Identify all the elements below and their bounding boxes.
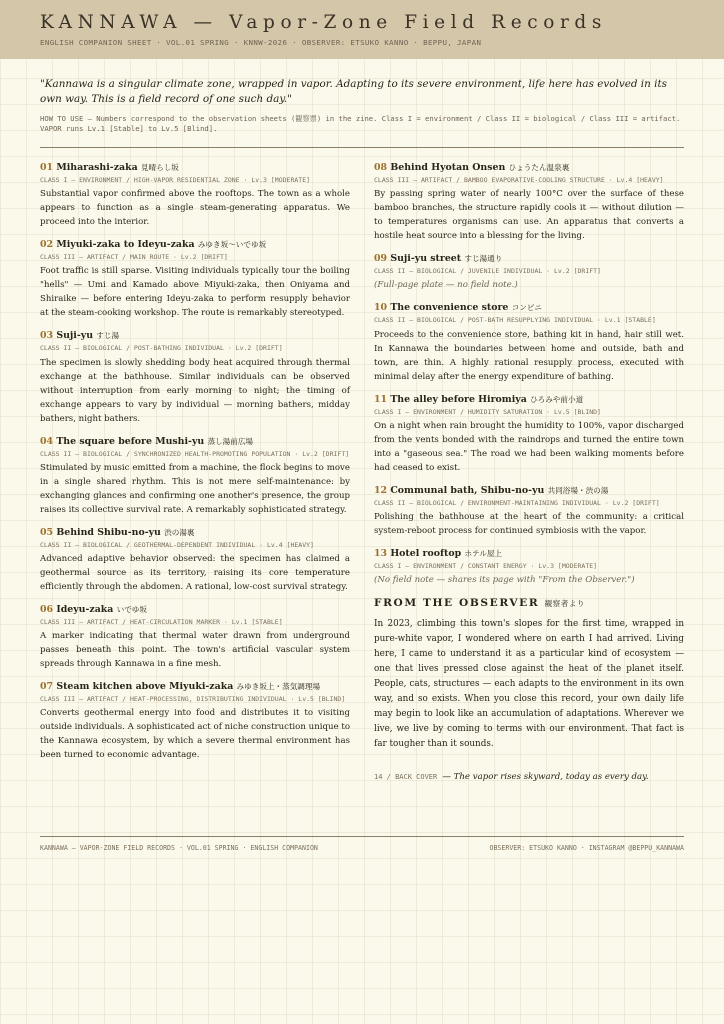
- entry-title: [374, 485, 684, 497]
- entry-note: (Full-page plate — no field note.): [374, 280, 518, 291]
- entry-number: 09: [374, 253, 388, 265]
- entry-title-text: Miharashi-zaka: [56, 162, 138, 173]
- field-entry: [374, 302, 684, 383]
- entry-title: [40, 436, 350, 448]
- entry-title: [40, 330, 350, 342]
- back-cover-label: 14 / BACK COVER: [374, 773, 438, 782]
- entry-note: (No field note — shares its page with "From the Observer."): [374, 575, 635, 586]
- entry-number: 05: [40, 526, 54, 538]
- back-cover-text: — The vapor rises skyward, today as every day.: [442, 772, 649, 783]
- entry-title: [374, 548, 684, 560]
- entry-title: [40, 527, 350, 539]
- back-cover-line: [374, 764, 684, 783]
- entry-title-jp: ひろみや前小道: [530, 394, 584, 404]
- entry-class-line: CLASS II — BIOLOGICAL / SYNCHRONIZED HEALTH-PROMOTING POPULATION · Lv.2 [DRIFT]: [40, 449, 350, 458]
- entry-title-text: The convenience store: [390, 302, 509, 314]
- entry-title-text: Communal bath, Shibu-no-yu: [390, 484, 545, 496]
- entry-title-text: Behind Hyotan Onsen: [390, 162, 506, 173]
- entry-title-jp: ホテル屋上: [464, 549, 503, 559]
- entry-title: [374, 394, 684, 406]
- entry-class-line: CLASS III — ARTIFACT / HEAT-CIRCULATION MARKER · Lv.1 [STABLE]: [40, 618, 283, 627]
- entry-title-text: Ideyu-zaka: [56, 604, 114, 616]
- entry-title-text: Behind Shibu-no-yu: [56, 526, 161, 538]
- entry-body: Stimulated by music emitted from a machine, the flock begins to move in a single shared rhythm. This is not mere self-maintenance: by exchanging glances and confirming one another's presence, the group raises its collective survival rate. A remarkably sophisticated strategy.: [40, 462, 350, 515]
- entry-title: [374, 162, 684, 174]
- entry-title-jp: 共同浴場・渋の湯: [547, 485, 609, 495]
- entry-number: 01: [40, 162, 54, 173]
- field-entry: [40, 436, 350, 517]
- entry-title-jp: 見晴らし坂: [140, 163, 179, 172]
- entry-title-text: Steam kitchen above Miyuki-zaka: [56, 681, 234, 693]
- entry-body: Proceeds to the convenience store, bathing kit in hand, hair still wet. In Kannawa the boundaries between home and outside, bath and town, are thin. A highly rational resupply process, executed with minimal delay after the energy expenditure of bathing.: [374, 329, 684, 382]
- entry-title-text: Suji-yu: [56, 330, 94, 342]
- observer-text: In 2023, climbing this town's slopes for the first time, wrapped in pure-white vapor, I wondered where on earth I had arrived. Living here, I came to understand it as a particular kind of ecosystem — one that lives pressed close against the heat of the planet itself. People, cats, structures — each adapts to the environment in its own way, and so exists. When you close this record, your own daily life may begin to look like an accumulation of adaptations. Wherever we live, we live by coming to terms with our environment. That fact is far tougher than it sounds.: [374, 619, 684, 750]
- entry-title-jp: いでゆ坂: [116, 605, 147, 615]
- entry-body: Converts geothermal energy into food and distributes it to visiting outside individuals. A sophisticated act of niche construction unique to the Kannawa ecosystem, by which a severe thermal environment has been turned to economic advantage.: [40, 708, 350, 761]
- entries-left-column: [40, 162, 350, 772]
- entry-number: 13: [374, 548, 388, 560]
- field-entry: [374, 485, 684, 538]
- entry-title: [40, 162, 350, 174]
- entry-class-line: CLASS I — ENVIRONMENT / HUMIDITY SATURATION · Lv.5 [BLIND]: [374, 407, 601, 416]
- field-entry: [374, 548, 684, 587]
- entry-number: 06: [40, 604, 54, 616]
- entry-body: Polishing the bathhouse at the heart of the community: a critical system-reboot process for continued symbiosis with the vapor.: [374, 512, 684, 537]
- field-entry: [40, 239, 350, 320]
- entry-class-line: CLASS III — ARTIFACT / HEAT-PROCESSING, DISTRIBUTING INDIVIDUAL · Lv.5 [BLIND]: [40, 695, 346, 704]
- observer-heading: [374, 597, 684, 609]
- divider-bottom: [40, 836, 684, 837]
- entry-class-line: CLASS II — BIOLOGICAL / GEOTHERMAL-DEPENDENT INDIVIDUAL · Lv.4 [HEAVY]: [40, 540, 314, 549]
- entry-title-jp: みゆき坂上・蒸気調理場: [236, 682, 321, 692]
- entry-body: Substantial vapor confirmed above the rooftops. The town as a whole appears to function as a single steam-generating apparatus. We proceed into the interior.: [40, 189, 350, 228]
- entry-title-jp: みゆき坂〜いでゆ坂: [197, 240, 267, 250]
- entry-number: 12: [374, 484, 388, 496]
- entry-class-line: CLASS II — BIOLOGICAL / ENVIRONMENT-MAINTAINING INDIVIDUAL · Lv.2 [DRIFT]: [374, 498, 660, 507]
- entry-title-jp: 蒸し湯前広場: [207, 436, 254, 446]
- entry-title-text: Miyuki-zaka to Ideyu-zaka: [56, 239, 195, 251]
- field-entry: [374, 394, 684, 475]
- how-to-use-note: HOW TO USE — Numbers correspond to the observation sheets (観察票) in the zine. Class I = environment / Class II = biological / Class III = artifact. VAPOR runs Lv.1 [Stable] to Lv.5 [Blind].: [40, 114, 681, 133]
- field-entry: [40, 330, 350, 425]
- entries-right-column: [374, 162, 684, 783]
- field-entry: [374, 253, 684, 292]
- entry-number: 02: [40, 239, 54, 251]
- entry-number: 11: [374, 393, 388, 405]
- entry-body: On a night when rain brought the humidity to 100%, vapor discharged from the vents bonded with the raindrops and turned the entire town into a "gaseous sea." The road we had been walking moments before had ceased to exist.: [374, 420, 684, 473]
- entry-title-jp: すじ湯: [96, 331, 120, 341]
- page-title: KANNAWA — Vapor-Zone Field Records: [40, 12, 607, 33]
- entry-body: By passing spring water of nearly 100°C over the surface of these bamboo branches, the structure rapidly cools it — without dilution — to temperatures organisms can use. An apparatus that converts a hostile heat source into a blessing for the living.: [374, 189, 684, 242]
- footer-left: KANNAWA — VAPOR-ZONE FIELD RECORDS · VOL.01 SPRING · ENGLISH COMPANION: [40, 844, 318, 852]
- entry-body: Advanced adaptive behavior observed: the specimen has claimed a geothermal source as its territory, raising its core temperature efficiently through the abdomen. A rational, low-cost survival strategy.: [40, 554, 350, 593]
- intro-quote: "Kannawa is a singular climate zone, wrapped in vapor. Adapting to its severe environment, life here has evolved in its own way. This is a field record of one such day.": [40, 78, 667, 105]
- page-subtitle: ENGLISH COMPANION SHEET · VOL.01 SPRING · KNNW-2026 · OBSERVER: ETSUKO KANNO · BEPPU, JAPAN: [40, 38, 482, 47]
- divider-top: [40, 147, 684, 148]
- entry-title-text: The square before Mushi-yu: [56, 435, 205, 447]
- entry-title-text: Suji-yu street: [390, 253, 462, 265]
- entry-title-text: Hotel rooftop: [390, 548, 462, 560]
- entry-number: 03: [40, 330, 54, 342]
- entry-title-text: The alley before Hiromiya: [390, 393, 527, 405]
- entry-title-jp: すじ湯通り: [464, 254, 503, 264]
- observer-section: [374, 597, 684, 783]
- entry-class-line: CLASS I — ENVIRONMENT / HIGH-VAPOR RESIDENTIAL ZONE · Lv.3 [MODERATE]: [40, 176, 311, 184]
- entry-body: The specimen is slowly shedding body heat acquired through thermal exchange at the bathhouse. Similar individuals can be observed without interruption from early morning to night; the timing of exchange appears to vary by individual — morning bathers, midday bathers, night bathers.: [40, 357, 350, 424]
- entry-class-line: CLASS III — ARTIFACT / BAMBOO EVAPORATIVE-COOLING STRUCTURE · Lv.4 [HEAVY]: [374, 176, 664, 184]
- entry-title-jp: ひょうたん温泉裏: [508, 163, 570, 172]
- page-header: [0, 0, 724, 59]
- entry-title: [374, 302, 684, 314]
- entry-class-line: CLASS I — ENVIRONMENT / CONSTANT ENERGY · Lv.3 [MODERATE]: [374, 562, 598, 571]
- observer-heading-jp: 観察者より: [544, 599, 586, 609]
- entry-title: [40, 681, 350, 693]
- entry-number: 04: [40, 435, 54, 447]
- entry-body: Foot traffic is still sparse. Visiting individuals typically tour the boiling "hells" — Umi and Kamado above Miyuki-zaka, then Oniyama and Shiraike — before entering Ideyu-zaka to perform resupply behavior at the steam-cooking workshop. The route is remarkably stereotyped.: [40, 266, 350, 319]
- entry-title-jp: 渋の湯裏: [164, 527, 195, 537]
- field-entry: [40, 527, 350, 594]
- footer-right: OBSERVER: ETSUKO KANNO · INSTAGRAM @BEPPU_KANNAWA: [489, 844, 684, 852]
- field-entry: [40, 604, 350, 671]
- entry-title: [40, 239, 350, 251]
- entry-class-line: CLASS II — BIOLOGICAL / POST-BATHING INDIVIDUAL · Lv.2 [DRIFT]: [40, 344, 283, 353]
- entry-number: 10: [374, 302, 388, 314]
- observer-heading-text: FROM THE OBSERVER: [374, 597, 540, 610]
- entry-class-line: CLASS III — ARTIFACT / MAIN ROUTE · Lv.2 [DRIFT]: [40, 253, 228, 262]
- entry-title-jp: コンビニ: [511, 303, 543, 313]
- entry-class-line: CLASS II — BIOLOGICAL / POST-BATH RESUPPLYING INDIVIDUAL · Lv.1 [STABLE]: [374, 316, 656, 325]
- entry-title: [40, 604, 350, 616]
- field-entry: [40, 681, 350, 762]
- field-entry: [374, 162, 684, 243]
- field-entry: [40, 162, 350, 229]
- entry-body: A marker indicating that thermal water drawn from underground passes beneath this point. The town's artificial vascular system spreads through Kannawa in a fine mesh.: [40, 631, 350, 670]
- entry-title: [374, 253, 684, 265]
- entry-number: 07: [40, 681, 54, 693]
- entry-class-line: CLASS II — BIOLOGICAL / JUVENILE INDIVIDUAL · Lv.2 [DRIFT]: [374, 267, 601, 276]
- entry-number: 08: [374, 162, 388, 173]
